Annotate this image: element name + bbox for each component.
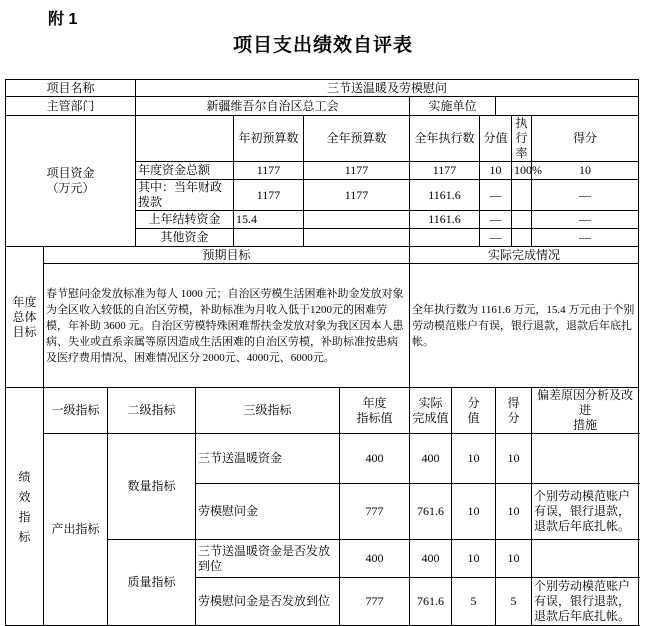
perf-note: 个别劳动模范账户有误，银行退款，退款后年底扎帐。 xyxy=(532,484,639,540)
funds-cell: 10 xyxy=(532,162,639,180)
funds-row-label: 其他资金 xyxy=(136,229,234,247)
perf-cell: 10 xyxy=(496,540,532,578)
perf-header: 实际 完成值 xyxy=(410,388,452,434)
perf-note xyxy=(532,434,639,484)
funds-cell: 1177 xyxy=(410,162,480,180)
funds-cell: — xyxy=(532,211,639,229)
perf-header: 得 分 xyxy=(496,388,532,434)
perf-row-name: 劳模慰问金 xyxy=(196,484,340,540)
funds-cell: — xyxy=(480,229,512,247)
funds-header-blank xyxy=(136,116,234,162)
perf-cell: 761.6 xyxy=(410,578,452,626)
perf-row-name: 三节送温暖资金 xyxy=(196,434,340,484)
unit-value xyxy=(496,97,639,116)
funds-cell: 1177 xyxy=(234,180,304,211)
project-name-label: 项目名称 xyxy=(6,80,136,97)
funds-header: 分值 xyxy=(480,116,512,162)
funds-cell: 100% xyxy=(512,162,532,180)
goals-label: 年度 总体 目标 xyxy=(6,247,44,388)
funds-cell: 1161.6 xyxy=(410,180,480,211)
perf-cell: 400 xyxy=(410,434,452,484)
funds-header: 年初预算数 xyxy=(234,116,304,162)
funds-cell xyxy=(410,229,480,247)
perf-cell: 10 xyxy=(452,540,496,578)
dept-label: 主管部门 xyxy=(6,97,136,116)
perf-cell: 10 xyxy=(496,484,532,540)
annex-label: 附 1 xyxy=(48,11,78,28)
funds-cell: 10 xyxy=(480,162,512,180)
funds-cell xyxy=(512,229,532,247)
funds-cell xyxy=(304,211,410,229)
funds-cell: 1161.6 xyxy=(410,211,480,229)
perf-cell: 777 xyxy=(340,578,410,626)
actual-result-header: 实际完成情况 xyxy=(410,247,639,264)
perf-level2-qty: 数量指标 xyxy=(108,434,196,540)
perf-cell: 400 xyxy=(410,540,452,578)
funds-cell: — xyxy=(480,211,512,229)
perf-cell: 10 xyxy=(452,434,496,484)
expected-goal-header: 预期目标 xyxy=(44,247,410,264)
perf-note: 个别劳动模范账户有误，银行退款，退款后年底扎帐。 xyxy=(532,578,639,626)
perf-cell: 777 xyxy=(340,484,410,540)
funds-header: 全年预算数 xyxy=(304,116,410,162)
perf-cell: 761.6 xyxy=(410,484,452,540)
perf-cell: 400 xyxy=(340,540,410,578)
funds-cell xyxy=(234,229,304,247)
perf-header: 年度 指标值 xyxy=(340,388,410,434)
perf-header: 分 值 xyxy=(452,388,496,434)
funds-cell: — xyxy=(532,180,639,211)
perf-cell: 5 xyxy=(496,578,532,626)
funds-header: 全年执行数 xyxy=(410,116,480,162)
funds-header: 得分 xyxy=(532,116,639,162)
funds-cell: — xyxy=(532,229,639,247)
perf-row-name: 三节送温暖资金是否发放到位 xyxy=(196,540,340,578)
perf-row-name: 劳模慰问金是否发放到位 xyxy=(196,578,340,626)
funds-cell: 1177 xyxy=(234,162,304,180)
page-title: 项目支出绩效自评表 xyxy=(232,35,413,56)
funds-cell: 15.4 xyxy=(234,211,304,229)
perf-note xyxy=(532,540,639,578)
funds-cell xyxy=(512,180,532,211)
perf-header: 一级指标 xyxy=(44,388,108,434)
funds-row-label: 年度资金总额 xyxy=(136,162,234,180)
funds-cell: 1177 xyxy=(304,162,410,180)
evaluation-table xyxy=(5,79,639,626)
funds-cell xyxy=(304,229,410,247)
dept-value: 新疆维吾尔自治区总工会 xyxy=(136,97,410,116)
funds-cell xyxy=(512,211,532,229)
perf-header: 二级指标 xyxy=(108,388,196,434)
perf-header: 三级指标 xyxy=(196,388,340,434)
project-name-value: 三节送温暖及劳模慰问 xyxy=(136,80,639,97)
perf-level1: 产出指标 xyxy=(44,434,108,626)
funds-label: 项目资金 （万元） xyxy=(6,116,136,247)
perf-header: 偏差原因分析及改进 措施 xyxy=(532,388,639,434)
funds-row-label: 上年结转资金 xyxy=(136,211,234,229)
actual-result-text: 全年执行数为 1161.6 万元，15.4 万元由于个别劳动模范账户有误，银行退款，退款后年底扎帐。 xyxy=(410,264,639,388)
funds-header: 执行率 xyxy=(512,116,532,162)
perf-level2-qual: 质量指标 xyxy=(108,540,196,626)
perf-cell: 5 xyxy=(452,578,496,626)
expected-goal-text: 春节慰问金发放标准为每人 1000 元；自治区劳模生活困难补助金发放对象为全区收入较低的自治区劳模，补助标准为月收入低于1200元的困难劳模，年补助 3600 元。自治区劳模特殊困难帮扶金发放对象为我区因本人患病、失业或直系亲属等原因造成生活困难的自治区劳模，补助标准按患病及医疗费用情况、困难情况区分 2000元、4000元、6000元。 xyxy=(44,264,410,388)
funds-row-label: 其中：当年财政拨款 xyxy=(136,180,234,211)
perf-label: 绩 效 指 标 xyxy=(6,388,44,626)
unit-label: 实施单位 xyxy=(410,97,496,116)
funds-cell: — xyxy=(480,180,512,211)
funds-cell: 1177 xyxy=(304,180,410,211)
perf-cell: 400 xyxy=(340,434,410,484)
perf-cell: 10 xyxy=(452,484,496,540)
perf-cell: 10 xyxy=(496,434,532,484)
